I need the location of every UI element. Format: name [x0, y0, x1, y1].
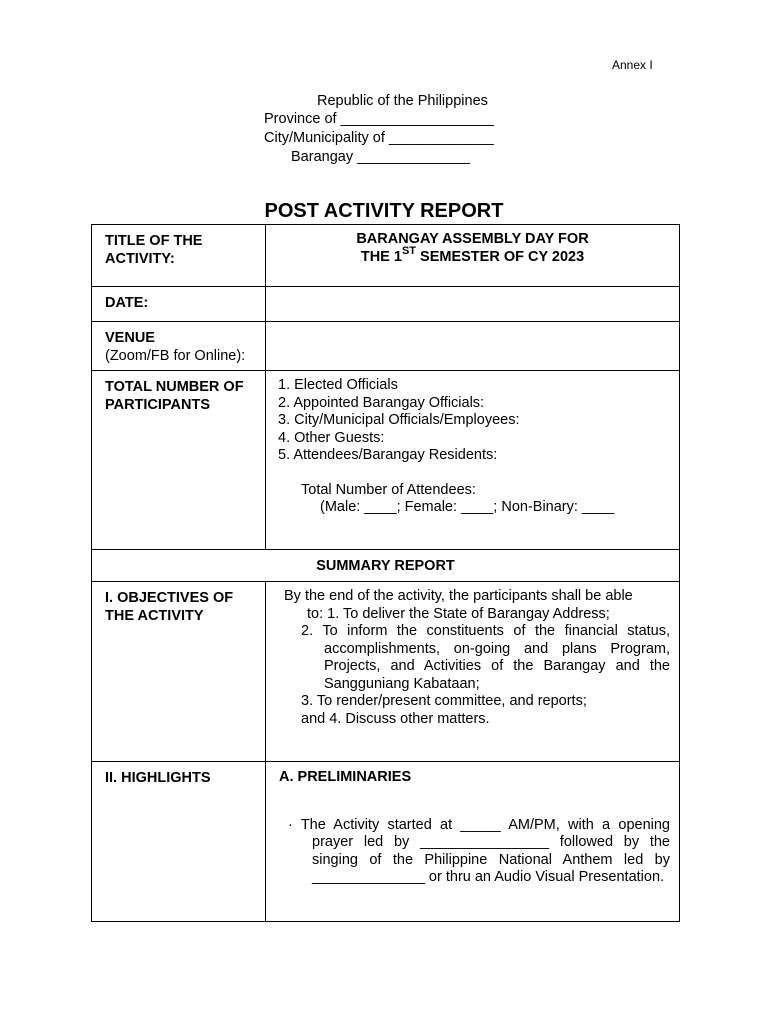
report-table	[91, 224, 680, 922]
activity-title-sup: ST	[401, 244, 416, 257]
objective-item-1: to: 1. To deliver the State of Barangay Address;	[307, 605, 610, 622]
participants-label: TOTAL NUMBER OF PARTICIPANTS	[92, 371, 266, 550]
participants-item: 1. Elected Officials	[278, 377, 398, 393]
activity-title-value	[266, 225, 680, 287]
row-participants	[92, 371, 680, 550]
header-city: City/Municipality of _____________	[264, 130, 494, 146]
row-highlights	[92, 762, 680, 922]
preliminaries-heading: A. PRELIMINARIES	[279, 769, 412, 785]
objective-item-2: 2. To inform the constituents of the financial status, accomplishments, on-going and plans Program, Projects, and Activities of the Barangay and the Sangguniang Kabataan;	[301, 623, 670, 692]
objectives-intro: By the end of the activity, the participants shall be able	[284, 588, 633, 604]
venue-label-cell	[92, 322, 266, 371]
objectives-label: I. OBJECTIVES OF THE ACTIVITY	[92, 582, 266, 762]
venue-value[interactable]	[266, 322, 680, 371]
participants-item: 5. Attendees/Barangay Residents:	[278, 447, 498, 463]
header-barangay: Barangay ______________	[291, 149, 470, 165]
activity-title-line2	[266, 244, 679, 267]
activity-title-label: TITLE OF THE ACTIVITY:	[92, 225, 266, 287]
total-attendees: Total Number of Attendees:	[301, 481, 476, 498]
objective-item-4: and 4. Discuss other matters.	[301, 710, 490, 727]
attendees-breakdown: (Male: ____; Female: ____; Non-Binary: ____	[320, 499, 615, 515]
highlights-label: II. HIGHLIGHTS	[92, 762, 266, 922]
report-title: POST ACTIVITY REPORT	[264, 200, 504, 222]
row-summary-header	[92, 550, 680, 582]
row-venue	[92, 322, 680, 371]
highlights-content	[266, 762, 680, 922]
venue-sublabel: (Zoom/FB for Online):	[105, 347, 246, 364]
header-province: Province of ___________________	[264, 111, 494, 127]
activity-title-line2-post: SEMESTER OF CY 2023	[416, 248, 585, 265]
row-date	[92, 287, 680, 322]
row-objectives	[92, 582, 680, 762]
objectives-content	[266, 582, 680, 762]
participants-item: 2. Appointed Barangay Officials:	[278, 394, 485, 411]
participants-list	[266, 371, 680, 550]
date-value[interactable]	[266, 287, 680, 322]
venue-label: VENUE	[105, 330, 155, 346]
participants-item: 4. Other Guests:	[278, 429, 385, 446]
preliminaries-paragraph: · The Activity started at _____ AM/PM, with a opening prayer led by ________________ followed by the singing of the Philippine National Anthem led by ______________ or thru an Audio Visual Presentation.	[288, 816, 670, 885]
participants-item: 3. City/Municipal Officials/Employees:	[278, 412, 520, 428]
objective-item-3: 3. To render/present committee, and reports;	[301, 693, 587, 709]
row-activity-title	[92, 225, 680, 287]
date-label: DATE:	[92, 287, 266, 322]
activity-title-line2-pre: THE 1	[360, 248, 402, 265]
header-republic: Republic of the Philippines	[317, 93, 488, 109]
annex-label: Annex I	[612, 58, 653, 72]
summary-report-heading: SUMMARY REPORT	[92, 550, 680, 582]
activity-title-line1: BARANGAY ASSEMBLY DAY FOR	[356, 231, 589, 247]
